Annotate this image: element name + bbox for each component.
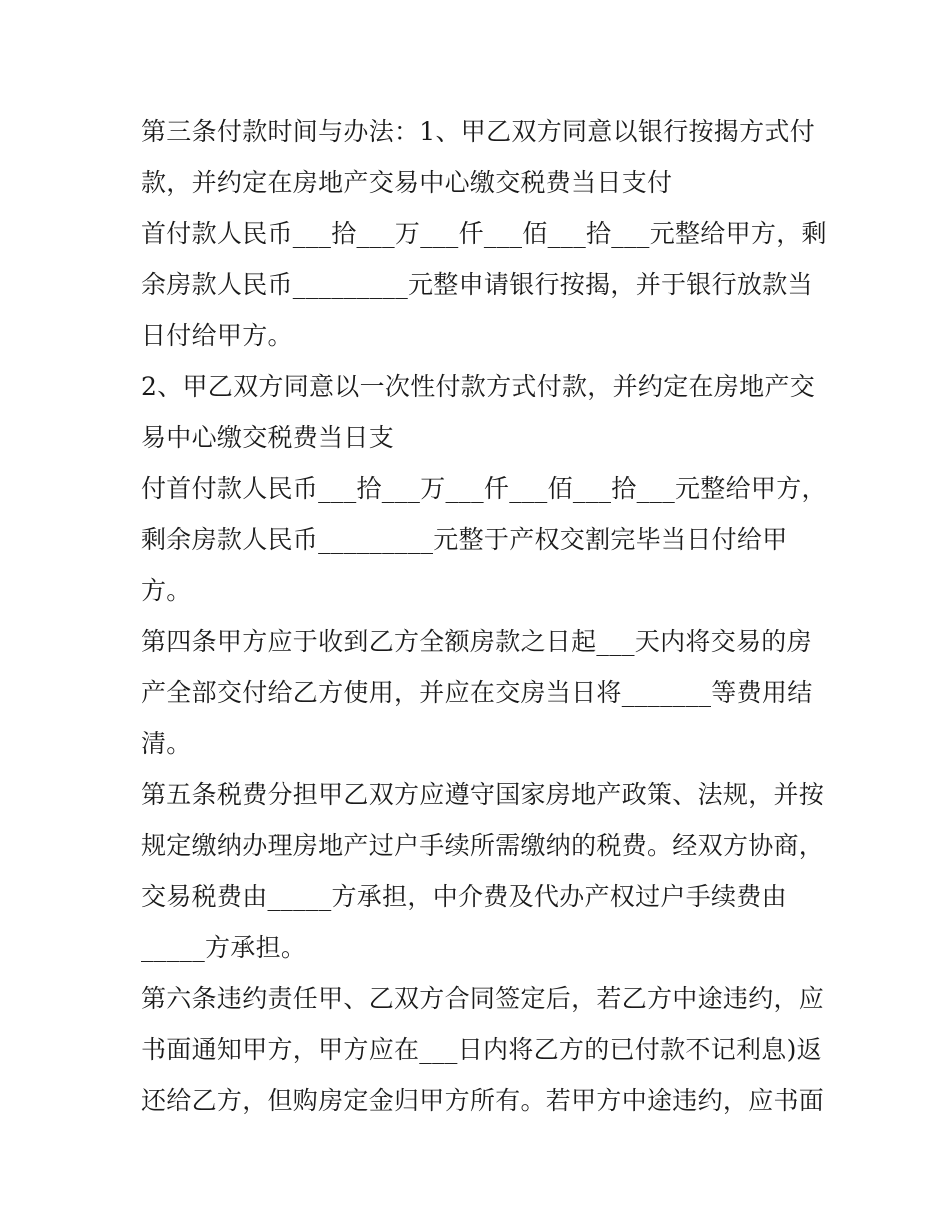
text-line: 方。 bbox=[141, 576, 192, 605]
text-line: 第五条税费分担甲乙双方应遵守国家房地产政策、法规，并按 bbox=[141, 780, 825, 809]
text-line: 还给乙方，但购房定金归甲方所有。若甲方中途违约，应书面 bbox=[141, 1086, 825, 1115]
text-line: 易中心缴交税费当日支 bbox=[141, 423, 395, 452]
text-line: 规定缴纳办理房地产过户手续所需缴纳的税费。经双方协商， bbox=[141, 831, 825, 860]
text-line: 书面通知甲方，甲方应在___日内将乙方的已付款不记利息)返 bbox=[141, 1035, 822, 1064]
text-line: 首付款人民币___拾___万___仟___佰___拾___元整给甲方，剩 bbox=[141, 219, 827, 248]
document-body bbox=[141, 106, 827, 1126]
text-line: 付首付款人民币___拾___万___仟___佰___拾___元整给甲方， bbox=[141, 474, 827, 503]
text-line: 交易税费由_____方承担，中介费及代办产权过户手续费由 bbox=[141, 882, 787, 911]
text-line: 第六条违约责任甲、乙双方合同签定后，若乙方中途违约，应 bbox=[141, 984, 825, 1013]
text-line: 款，并约定在房地产交易中心缴交税费当日支付 bbox=[141, 168, 673, 197]
text-line: _____方承担。 bbox=[141, 933, 307, 962]
text-line: 2、甲乙双方同意以一次性付款方式付款，并约定在房地产交 bbox=[141, 372, 816, 401]
text-line: 第四条甲方应于收到乙方全额房款之日起___天内将交易的房 bbox=[141, 627, 812, 656]
text-line: 余房款人民币_________元整申请银行按揭，并于银行放款当 bbox=[141, 270, 813, 299]
text-line: 剩余房款人民币_________元整于产权交割完毕当日付给甲 bbox=[141, 525, 788, 554]
text-line: 日付给甲方。 bbox=[141, 321, 293, 350]
text-line: 产全部交付给乙方使用，并应在交房当日将_______等费用结 bbox=[141, 678, 813, 707]
text-line: 清。 bbox=[141, 729, 192, 758]
text-line: 第三条付款时间与办法：1、甲乙双方同意以银行按揭方式付 bbox=[141, 117, 816, 146]
